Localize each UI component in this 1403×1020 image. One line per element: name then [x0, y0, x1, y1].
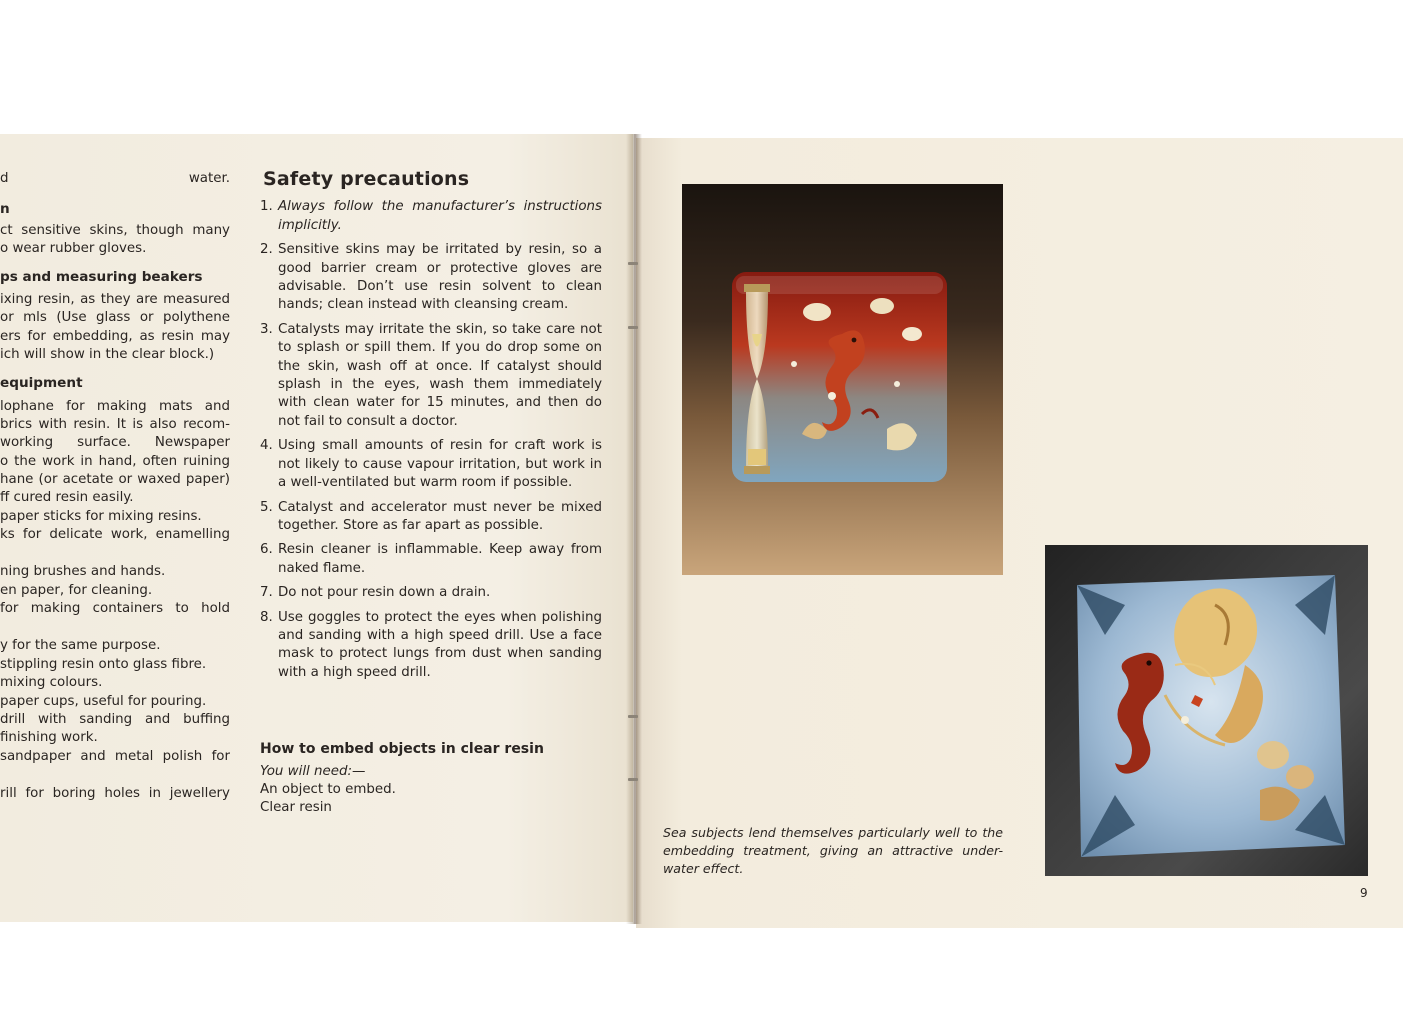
left-column-line: sandpaper and metal polish for [0, 749, 230, 764]
left-column-line: ks for delicate work, enamelling [0, 527, 230, 542]
left-column-line: rill for boring holes in jewellery [0, 786, 230, 801]
photo-hourglass-seahorse-block [682, 184, 1003, 575]
safety-item-number: 4. [260, 438, 273, 454]
book-gutter [626, 134, 642, 924]
left-column-line: paper cups, useful for pouring. [0, 694, 207, 709]
left-column-line: ixing resin, as they are measured [0, 292, 230, 307]
safety-item-number: 3. [260, 321, 273, 337]
safety-item-text: Always follow the manufacturer’s instructions implicitly. [278, 199, 602, 233]
photo-hourglass-seahorse-art [682, 184, 1003, 575]
embed-item: An object to embed. [260, 781, 396, 797]
staple [628, 715, 638, 718]
left-column-line: working surface. Newspaper [0, 435, 230, 450]
safety-item-number: 8. [260, 609, 273, 625]
left-column-line: finishing work. [0, 730, 98, 745]
photo-seahorse-shells-art [1045, 545, 1368, 876]
photo-caption: Sea subjects lend themselves particularly well to the embedding treatment, giving an attractive under-water effect. [663, 825, 1003, 876]
left-column-line: o wear rubber gloves. [0, 241, 147, 256]
staple [628, 326, 638, 329]
safety-list [260, 198, 602, 682]
safety-item-text: Using small amounts of resin for craft work is not likely to cause vapour irritation, but work in a well-ventilated but warm room if possible. [278, 438, 602, 491]
safety-item [260, 241, 602, 315]
safety-item-text: Sensitive skins may be irritated by resin, so a good barrier cream or protective gloves are advisable. Don’t use resin solvent to clean hands; clean instead with cleansing cream. [278, 242, 602, 313]
safety-item [260, 584, 602, 602]
safety-item [260, 609, 602, 683]
embed-heading: How to embed objects in clear resin [260, 741, 544, 758]
embed-item: Clear resin [260, 800, 332, 816]
left-column-line: for making containers to hold [0, 601, 230, 616]
safety-item-text: Use goggles to protect the eyes when polishing and sanding with a high speed drill. Use a face mask to protect lungs from dust when sanding with a high speed drill. [278, 609, 602, 680]
safety-item [260, 437, 602, 492]
left-column-heading: ps and measuring beakers [0, 269, 203, 285]
safety-item-number: 1. [260, 199, 273, 215]
photo-seahorse-shells-block [1045, 545, 1368, 876]
safety-item [260, 499, 602, 536]
left-column-line: mixing colours. [0, 675, 103, 690]
left-column-line: ct sensitive skins, though many [0, 223, 230, 238]
embed-list [260, 781, 602, 818]
safety-item [260, 541, 602, 578]
safety-item-number: 2. [260, 242, 273, 258]
embed-need-label: You will need:— [260, 763, 366, 779]
safety-item-text: Catalysts may irritate the skin, so take care not to splash or spill them. If you do drop some on the skin, wash off at once. If catalyst should splash in the eyes, wash them immediately with clean water for 15 minutes, and then do not fail to consult a doctor. [278, 321, 602, 429]
left-column-line: o the work in hand, often ruining [0, 454, 230, 469]
safety-item-number: 6. [260, 542, 273, 558]
left-column-line: paper sticks for mixing resins. [0, 509, 202, 524]
safety-item-text: Catalyst and accelerator must never be mixed together. Store as far apart as possible. [278, 499, 602, 533]
left-column-line: ers for embedding, as resin may [0, 329, 230, 344]
safety-item-text: Resin cleaner is inflammable. Keep away from naked flame. [278, 542, 602, 576]
staple [628, 262, 638, 265]
left-column-line: ich will show in the clear block.) [0, 347, 215, 362]
section-title: Safety precautions [263, 168, 470, 190]
safety-item-number: 7. [260, 585, 273, 601]
safety-column [260, 170, 602, 818]
page-number: 9 [1360, 886, 1368, 900]
left-column-line: d water. [0, 171, 230, 186]
left-column-heading: equipment [0, 375, 83, 391]
left-column-line: en paper, for cleaning. [0, 583, 153, 598]
left-column-line: ff cured resin easily. [0, 490, 134, 505]
left-column-line: or mls (Use glass or polythene [0, 310, 230, 325]
left-column-line: brics with resin. It is also recom- [0, 417, 230, 432]
safety-item [260, 321, 602, 431]
left-column-line: ning brushes and hands. [0, 564, 166, 579]
left-column-line: y for the same purpose. [0, 638, 161, 653]
left-column-line: stippling resin onto glass fibre. [0, 657, 207, 672]
safety-item-number: 5. [260, 499, 273, 515]
left-column-line: hane (or acetate or waxed paper) [0, 472, 230, 487]
left-column-heading: n [0, 201, 10, 217]
safety-item-text: Do not pour resin down a drain. [278, 585, 491, 601]
safety-item [260, 198, 602, 235]
left-column-line: lophane for making mats and [0, 399, 230, 414]
staple [628, 778, 638, 781]
left-column-line: drill with sanding and buffing [0, 712, 230, 727]
